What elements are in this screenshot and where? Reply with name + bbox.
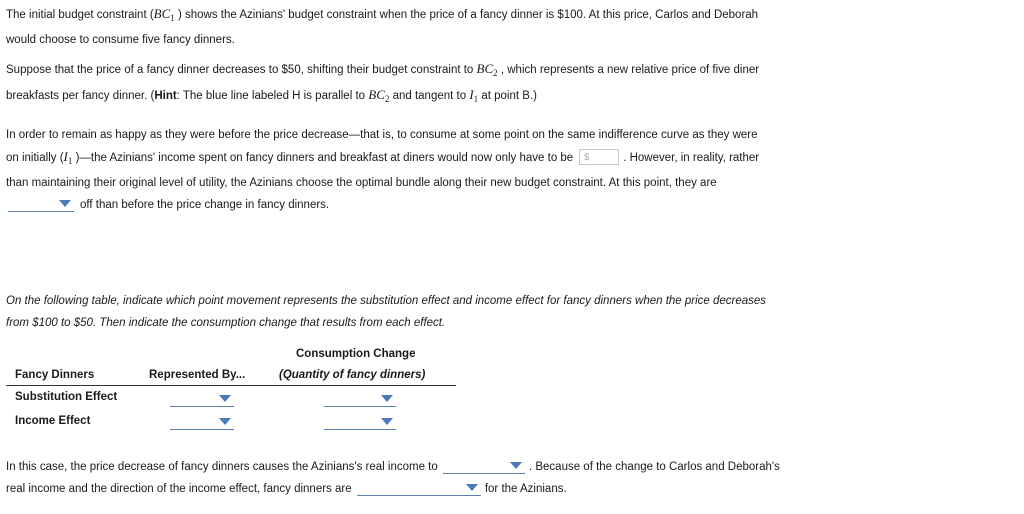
chevron-down-icon: [219, 418, 231, 425]
header-divider: [6, 385, 456, 386]
bc2-symbol: $BC_2$: [476, 61, 498, 78]
chevron-down-icon: [381, 418, 393, 425]
dollar-icon: $: [584, 152, 590, 162]
chevron-down-icon: [466, 484, 478, 491]
real-income-dropdown[interactable]: [443, 459, 525, 474]
text: : The blue line labeled H is parallel to: [176, 90, 369, 102]
bc1-symbol: $BC_1$: [153, 6, 175, 23]
paragraph-price-decrease: [6, 58, 1006, 110]
better-worse-dropdown[interactable]: [8, 197, 74, 212]
paragraph-real-income: [6, 456, 1006, 500]
paragraph-initial-constraint: [6, 3, 1006, 51]
bc2-symbol: $BC_2$: [368, 87, 390, 104]
substitution-consumption-change-dropdown[interactable]: [324, 392, 396, 407]
text: would choose to consume five fancy dinners.: [6, 34, 235, 46]
text: than maintaining their original level of utility, the Azinians choose the optimal bundle along their new budget constraint. At this point, they are: [6, 177, 717, 189]
text: On the following table, indicate which point movement represents the substitution effect and income effect for fancy dinners when the price decreases: [6, 295, 767, 307]
text: In this case, the price decrease of fancy dinners causes the Azinians's real income to: [6, 461, 438, 473]
text: . However, in reality, rather: [623, 152, 760, 164]
text: off than before the price change in fancy dinners.: [80, 199, 330, 211]
income-input[interactable]: [592, 150, 616, 163]
text: on initially (: [6, 152, 64, 164]
income-consumption-change-dropdown[interactable]: [324, 415, 396, 430]
hint-label: Hint: [154, 90, 177, 102]
text: . Because of the change to Carlos and Deborah's: [528, 461, 780, 473]
row-label-income: Income Effect: [15, 415, 91, 427]
table-instructions: [6, 290, 1006, 334]
good-type-dropdown[interactable]: [357, 481, 481, 496]
i1-symbol: $I_1$: [63, 149, 73, 166]
chevron-down-icon: [510, 462, 522, 469]
col2-header: Represented By...: [149, 369, 246, 381]
text: , which represents a new relative price of five diner: [497, 64, 760, 76]
chevron-down-icon: [59, 200, 71, 207]
i1-symbol: $I_1$: [469, 87, 479, 104]
income-represented-by-dropdown[interactable]: [170, 415, 234, 430]
text: Suppose that the price of a fancy dinner decreases to $50, shifting their budget constraint to: [6, 64, 477, 76]
income-input-box[interactable]: [579, 149, 619, 165]
text: The initial budget constraint (: [6, 9, 154, 21]
chevron-down-icon: [381, 395, 393, 402]
text: )—the Azinians' income spent on fancy dinners and breakfast at diners would now only have to be: [72, 152, 574, 164]
text: ) shows the Azinians' budget constraint when the price of a fancy dinner is $100. At this price, Carlos and Deborah: [174, 9, 759, 21]
row-label-substitution: Substitution Effect: [15, 391, 118, 403]
col3-header-line2: (Quantity of fancy dinners): [279, 369, 426, 381]
text: and tangent to: [389, 90, 470, 102]
chevron-down-icon: [219, 395, 231, 402]
substitution-represented-by-dropdown[interactable]: [170, 392, 234, 407]
col1-header: Fancy Dinners: [15, 369, 95, 381]
col3-header-line1: Consumption Change: [296, 348, 416, 360]
text: from $100 to $50. Then indicate the consumption change that results from each effect.: [6, 317, 446, 329]
text: breakfasts per fancy dinner. (: [6, 90, 155, 102]
text: In order to remain as happy as they were before the price decrease—that is, to consume at some point on the same indifference curve as they were: [6, 129, 758, 141]
text: for the Azinians.: [484, 483, 567, 495]
text: at point B.): [478, 90, 537, 102]
text: real income and the direction of the income effect, fancy dinners are: [6, 483, 352, 495]
paragraph-compensated-income: [6, 124, 1006, 216]
